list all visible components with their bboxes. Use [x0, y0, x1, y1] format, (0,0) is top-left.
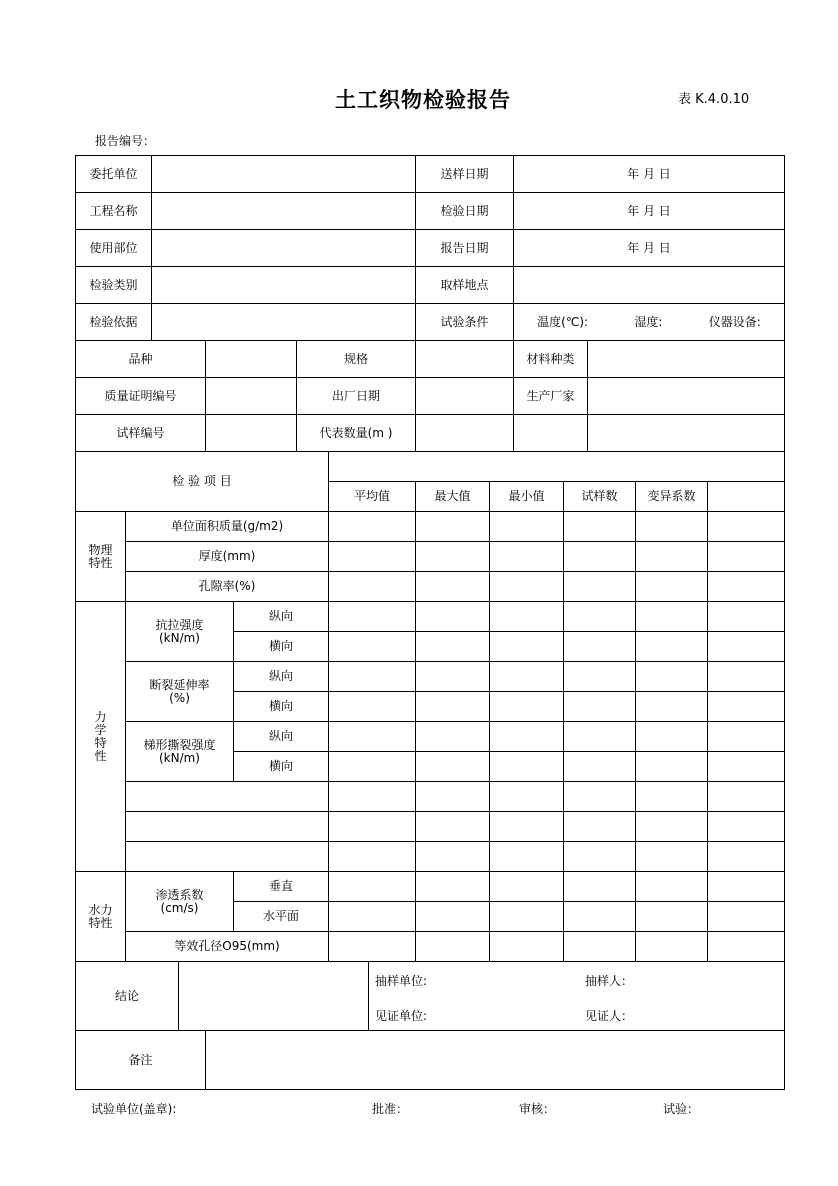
result-cell[interactable] — [563, 901, 636, 932]
result-cell[interactable] — [635, 811, 708, 842]
result-cell[interactable] — [635, 631, 708, 662]
item-trapezoid: 梯形撕裂强度 (kN/m) — [125, 721, 234, 782]
result-cell[interactable] — [707, 601, 785, 632]
direction-transverse: 横向 — [233, 631, 329, 662]
label-factory_date: 出厂日期 — [296, 377, 416, 415]
result-cell[interactable] — [328, 661, 416, 692]
result-cell[interactable] — [489, 931, 564, 962]
result-cell[interactable] — [707, 811, 785, 842]
result-cell[interactable] — [489, 511, 564, 542]
result-cell[interactable] — [415, 541, 490, 572]
field-variety[interactable] — [205, 340, 297, 378]
field-location[interactable] — [151, 229, 416, 267]
result-cell[interactable] — [635, 751, 708, 782]
result-cell[interactable] — [563, 511, 636, 542]
result-cell[interactable] — [635, 571, 708, 602]
conclusion-witness_unit: 见证单位: — [375, 1009, 428, 1023]
label-sample_place: 取样地点 — [415, 266, 514, 304]
result-cell[interactable] — [328, 571, 416, 602]
result-cell[interactable] — [415, 751, 490, 782]
result-cell[interactable] — [415, 931, 490, 962]
result-cell[interactable] — [328, 721, 416, 752]
field-send_date[interactable]: 年 月 日 — [513, 155, 785, 193]
label-test_date: 检验日期 — [415, 192, 514, 230]
label-conditions: 试验条件 — [415, 303, 514, 341]
result-cell[interactable] — [635, 781, 708, 812]
result-cell[interactable] — [563, 871, 636, 902]
item-thickness: 厚度(mm) — [125, 541, 329, 572]
result-cell[interactable] — [415, 841, 490, 872]
label-variety: 品种 — [75, 340, 206, 378]
group-physical: 物理 特性 — [75, 511, 126, 602]
blank-item[interactable] — [125, 781, 329, 812]
result-cell[interactable] — [328, 841, 416, 872]
label-material: 材料种类 — [513, 340, 588, 378]
field-project[interactable] — [151, 192, 416, 230]
label-manufacturer: 生产厂家 — [513, 377, 588, 415]
label-cert_no: 质量证明编号 — [75, 377, 206, 415]
blank-header — [707, 481, 785, 512]
field-spec[interactable] — [415, 340, 514, 378]
result-cell[interactable] — [415, 661, 490, 692]
item-tensile: 抗拉强度 (kN/m) — [125, 601, 234, 662]
result-cell[interactable] — [328, 931, 416, 962]
column-header: 最大值 — [415, 481, 490, 512]
result-cell[interactable] — [707, 841, 785, 872]
remarks-field[interactable] — [205, 1030, 785, 1090]
result-cell[interactable] — [707, 631, 785, 662]
conclusion-field[interactable] — [178, 961, 369, 1031]
result-cell[interactable] — [489, 601, 564, 632]
result-cell[interactable] — [707, 871, 785, 902]
result-cell[interactable] — [635, 541, 708, 572]
result-cell[interactable] — [415, 811, 490, 842]
result-cell[interactable] — [635, 931, 708, 962]
column-header: 变异系数 — [635, 481, 708, 512]
footer-test: 试验： — [663, 1102, 700, 1116]
result-cell[interactable] — [635, 721, 708, 752]
result-cell[interactable] — [415, 721, 490, 752]
footer-lab: 试验单位(盖章): — [91, 1102, 177, 1116]
result-cell[interactable] — [415, 631, 490, 662]
field-factory_date[interactable] — [415, 377, 514, 415]
result-cell[interactable] — [489, 871, 564, 902]
result-cell[interactable] — [489, 631, 564, 662]
result-cell[interactable] — [563, 811, 636, 842]
result-cell[interactable] — [415, 511, 490, 542]
group-hydraulic: 水力 特性 — [75, 871, 126, 962]
signature-area — [368, 961, 785, 1031]
condition-humidity: 湿度: — [634, 314, 663, 329]
label-category: 检验类别 — [75, 266, 152, 304]
field-client[interactable] — [151, 155, 416, 193]
result-cell[interactable] — [328, 511, 416, 542]
result-cell[interactable] — [563, 931, 636, 962]
conclusion-label: 结论 — [75, 961, 179, 1031]
result-cell[interactable] — [328, 631, 416, 662]
condition-equipment: 仪器设备: — [708, 314, 761, 329]
direction-horizontal: 水平面 — [233, 901, 329, 932]
direction-vertical: 垂直 — [233, 871, 329, 902]
condition-temp: 温度(℃): — [537, 314, 589, 329]
result-cell[interactable] — [563, 661, 636, 692]
label-sample_no: 试样编号 — [75, 414, 206, 452]
result-cell[interactable] — [489, 841, 564, 872]
conclusion-sampler: 抽样人： — [585, 974, 634, 988]
footer-review: 审核： — [519, 1102, 556, 1116]
result-cell[interactable] — [415, 601, 490, 632]
blank-item[interactable] — [125, 841, 329, 872]
direction-longitudinal: 纵向 — [233, 661, 329, 692]
field-category[interactable] — [151, 266, 416, 304]
field-report_date[interactable]: 年 月 日 — [513, 229, 785, 267]
result-cell[interactable] — [328, 781, 416, 812]
remarks-label: 备注 — [75, 1030, 206, 1090]
result-cell[interactable] — [707, 571, 785, 602]
item-mass: 单位面积质量(g/m2) — [125, 511, 329, 542]
result-cell[interactable] — [635, 841, 708, 872]
result-cell[interactable] — [563, 631, 636, 662]
result-cell[interactable] — [489, 811, 564, 842]
conclusion-sampling_unit: 抽样单位: — [375, 974, 428, 988]
label-report_date: 报告日期 — [415, 229, 514, 267]
result-cell[interactable] — [707, 781, 785, 812]
result-cell[interactable] — [563, 571, 636, 602]
result-cell[interactable] — [489, 571, 564, 602]
result-cell[interactable] — [707, 751, 785, 782]
group-mechanical: 力 学 特 性 — [75, 601, 126, 872]
result-cell[interactable] — [707, 931, 785, 962]
item-elongation: 断裂延伸率 (%) — [125, 661, 234, 722]
label-spec: 规格 — [296, 340, 416, 378]
form-number: 表 K.4.0.10 — [678, 92, 750, 107]
result-cell[interactable] — [328, 901, 416, 932]
result-cell[interactable] — [707, 691, 785, 722]
result-cell[interactable] — [415, 691, 490, 722]
result-cell[interactable] — [489, 721, 564, 752]
result-cell[interactable] — [563, 541, 636, 572]
result-cell[interactable] — [563, 721, 636, 752]
result-cell[interactable] — [489, 781, 564, 812]
result-cell[interactable] — [328, 871, 416, 902]
field-sample-place[interactable] — [513, 266, 785, 304]
page-title: 土工织物检验报告 — [335, 88, 511, 112]
result-cell[interactable] — [707, 511, 785, 542]
direction-longitudinal: 纵向 — [233, 721, 329, 752]
test-item-header: 检 验 项 目 — [75, 451, 329, 512]
result-cell[interactable] — [563, 781, 636, 812]
result-cell[interactable] — [563, 841, 636, 872]
result-cell[interactable] — [415, 781, 490, 812]
result-cell[interactable] — [707, 901, 785, 932]
conclusion-witness: 见证人： — [585, 1009, 634, 1023]
field-test_date[interactable]: 年 月 日 — [513, 192, 785, 230]
result-cell[interactable] — [328, 811, 416, 842]
result-cell[interactable] — [707, 541, 785, 572]
blank-field[interactable] — [587, 414, 785, 452]
result-cell[interactable] — [635, 691, 708, 722]
field-quantity[interactable] — [415, 414, 514, 452]
label-quantity: 代表数量(m ) — [296, 414, 416, 452]
column-header: 最小值 — [489, 481, 564, 512]
label-location: 使用部位 — [75, 229, 152, 267]
result-cell[interactable] — [489, 541, 564, 572]
column-header: 试样数 — [563, 481, 636, 512]
result-cell[interactable] — [707, 721, 785, 752]
field-basis[interactable] — [151, 303, 416, 341]
field-cert_no[interactable] — [205, 377, 297, 415]
result-cell[interactable] — [489, 901, 564, 932]
result-cell[interactable] — [415, 901, 490, 932]
result-cell[interactable] — [328, 601, 416, 632]
direction-transverse: 横向 — [233, 691, 329, 722]
result-cell[interactable] — [635, 661, 708, 692]
result-cell[interactable] — [635, 901, 708, 932]
direction-transverse: 横向 — [233, 751, 329, 782]
result-cell[interactable] — [489, 661, 564, 692]
item-porosity: 孔隙率(%) — [125, 571, 329, 602]
results-header — [328, 451, 785, 482]
direction-longitudinal: 纵向 — [233, 601, 329, 632]
result-cell[interactable] — [635, 871, 708, 902]
label-basis: 检验依据 — [75, 303, 152, 341]
result-cell[interactable] — [328, 751, 416, 782]
result-cell[interactable] — [415, 871, 490, 902]
footer-approve: 批准： — [372, 1102, 409, 1116]
result-cell[interactable] — [563, 691, 636, 722]
result-cell[interactable] — [563, 601, 636, 632]
blank-cell — [513, 414, 588, 452]
item-o95: 等效孔径O95(mm) — [125, 931, 329, 962]
report-number-label: 报告编号： — [95, 134, 156, 148]
field-manufacturer[interactable] — [587, 377, 785, 415]
item-permeability: 渗透系数 (cm/s) — [125, 871, 234, 932]
result-cell[interactable] — [635, 511, 708, 542]
label-client: 委托单位 — [75, 155, 152, 193]
field-material[interactable] — [587, 340, 785, 378]
blank-item[interactable] — [125, 811, 329, 842]
result-cell[interactable] — [489, 751, 564, 782]
result-cell[interactable] — [328, 541, 416, 572]
result-cell[interactable] — [707, 661, 785, 692]
result-cell[interactable] — [328, 691, 416, 722]
field-sample_no[interactable] — [205, 414, 297, 452]
result-cell[interactable] — [489, 691, 564, 722]
label-send_date: 送样日期 — [415, 155, 514, 193]
result-cell[interactable] — [635, 601, 708, 632]
field-conditions[interactable] — [513, 303, 785, 341]
column-header: 平均值 — [328, 481, 416, 512]
result-cell[interactable] — [415, 571, 490, 602]
label-project: 工程名称 — [75, 192, 152, 230]
result-cell[interactable] — [563, 751, 636, 782]
